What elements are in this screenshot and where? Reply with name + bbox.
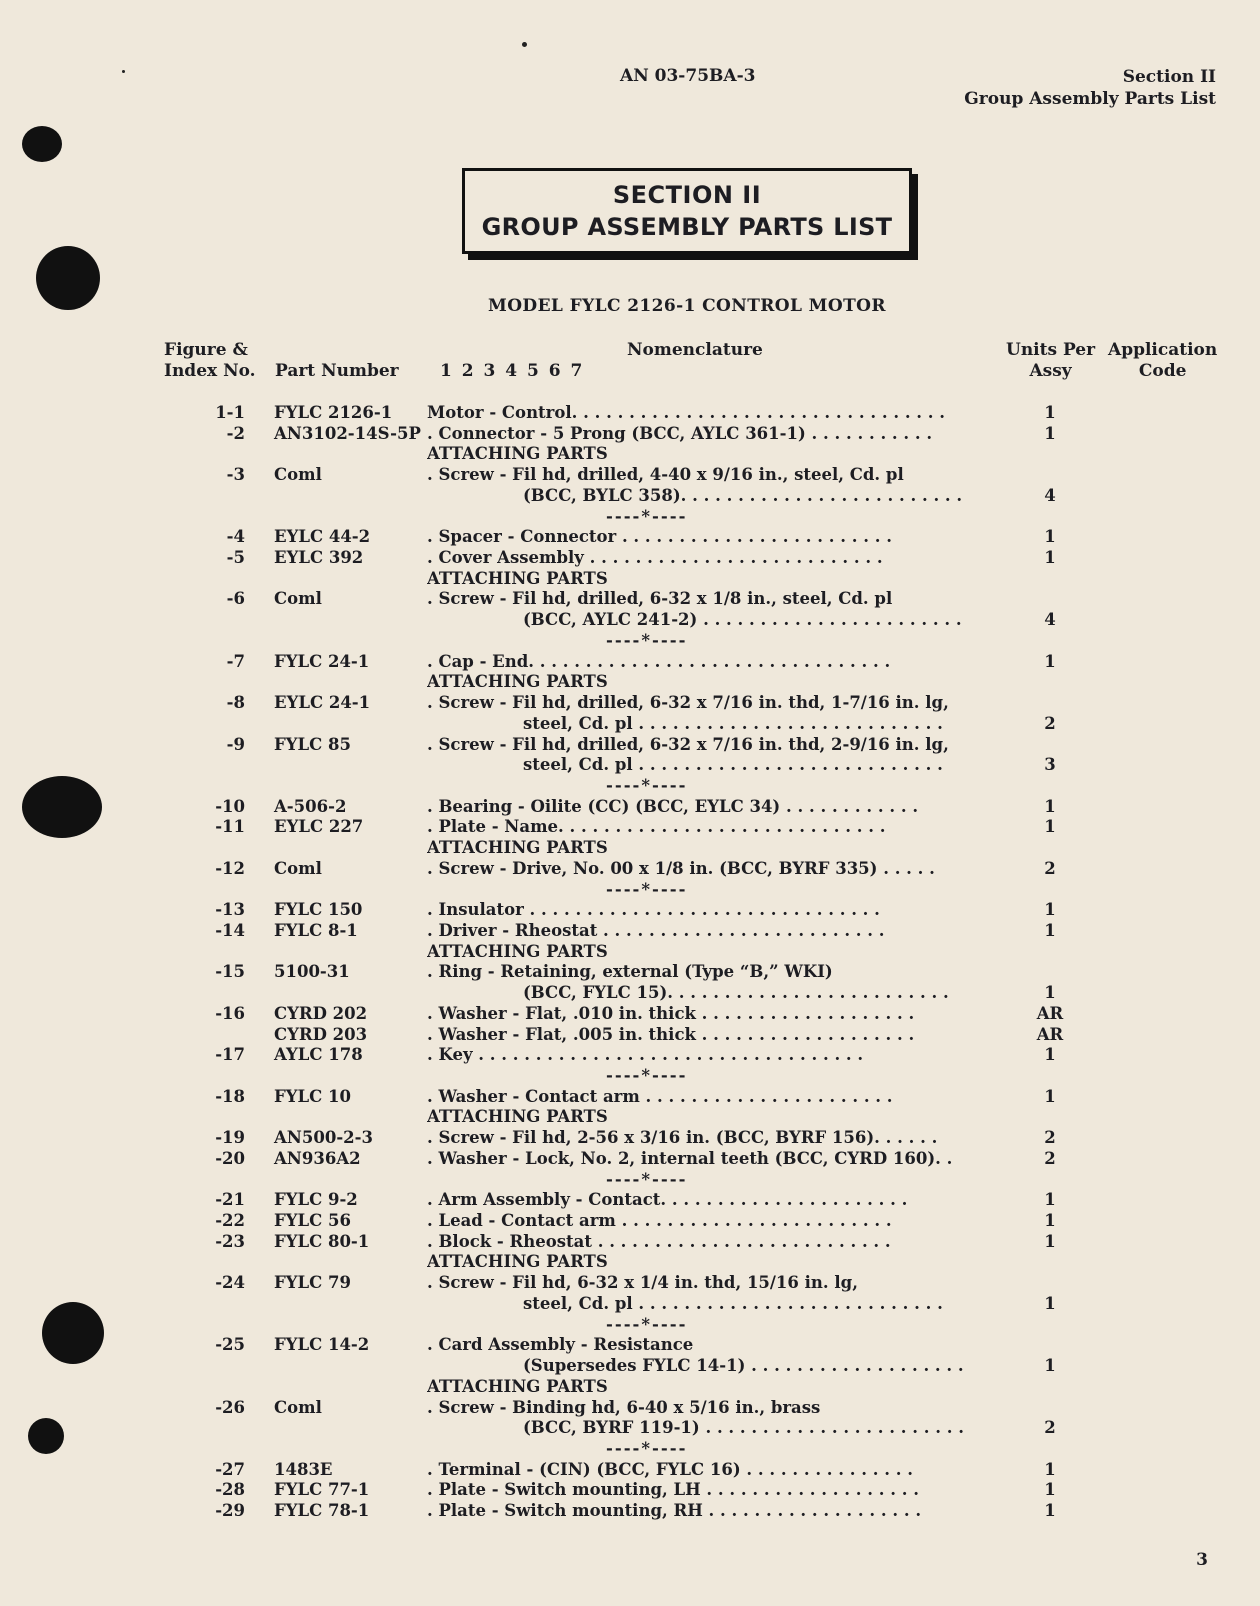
table-row <box>0 465 1260 486</box>
figure-index-cell: -9 <box>226 734 245 754</box>
section-header <box>964 66 1216 110</box>
nomenclature-cell: . Screw - Fil hd, drilled, 4-40 x 9/16 in., steel, Cd. pl <box>427 465 904 485</box>
table-row-continuation <box>0 610 1260 631</box>
part-number-cell: FYLC 24-1 <box>274 651 370 671</box>
table-row <box>0 1273 1260 1294</box>
table-row <box>0 962 1260 983</box>
separator-mark: ----*---- <box>606 1066 688 1085</box>
nomenclature-continuation-cell: (BCC, FYLC 15). . . . . . . . . . . . . . . . . . . . . . . . . <box>523 983 949 1003</box>
units-per-assy-cell: AR <box>1036 1003 1064 1023</box>
figure-index-cell: -17 <box>215 1045 245 1065</box>
units-per-assy-cell: 1 <box>1044 1211 1056 1231</box>
separator-mark: ----*---- <box>606 1169 688 1189</box>
nomenclature-cell: . Ring - Retaining, external (Type “B,” WKI) <box>427 962 833 982</box>
units-per-assy-cell: 1 <box>1044 651 1056 671</box>
model-title: MODEL FYLC 2126-1 CONTROL MOTOR <box>488 296 886 316</box>
units-per-assy-cell: 1 <box>1044 1501 1056 1521</box>
binder-hole <box>36 246 100 310</box>
part-number-cell: EYLC 24-1 <box>274 693 371 713</box>
table-row <box>0 589 1260 610</box>
part-number-cell: CYRD 203 <box>274 1024 368 1044</box>
nomenclature-cell: . Lead - Contact arm . . . . . . . . . . . . . . . . . . . . . . . . <box>427 1211 892 1231</box>
column-header-part-number: Part Number <box>275 361 399 381</box>
nomenclature-continuation-cell: (Supersedes FYLC 14-1) . . . . . . . . . . . . . . . . . . . <box>523 1356 964 1376</box>
figure-index-cell: -19 <box>215 1128 245 1148</box>
nomenclature-cell: . Screw - Binding hd, 6-40 x 5/16 in., brass <box>427 1397 821 1417</box>
figure-index-cell: -21 <box>215 1190 245 1210</box>
table-row <box>0 735 1260 756</box>
units-per-assy-cell: 1 <box>1044 1086 1056 1106</box>
figure-index-cell: -2 <box>226 423 245 443</box>
nomenclature-cell: . Terminal - (CIN) (BCC, FYLC 16) . . . . . . . . . . . . . . . <box>427 1459 913 1479</box>
nomenclature-cell: . Bearing - Oilite (CC) (BCC, EYLC 34) . . . . . . . . . . . . <box>427 796 919 816</box>
part-number-cell: 5100-31 <box>274 962 350 982</box>
attaching-parts-label: ATTACHING PARTS <box>427 672 608 692</box>
separator-mark: ----*---- <box>606 1438 688 1458</box>
part-number-cell: FYLC 10 <box>274 1086 351 1106</box>
units-per-assy-cell: 2 <box>1044 1128 1056 1148</box>
part-number-cell: FYLC 14-2 <box>274 1335 370 1355</box>
table-row <box>0 1045 1260 1066</box>
attaching-parts-end-separator <box>0 1315 1260 1336</box>
part-number-cell: FYLC 9-2 <box>274 1190 358 1210</box>
nomenclature-continuation-cell: (BCC, BYLC 358). . . . . . . . . . . . . . . . . . . . . . . . . <box>523 485 963 505</box>
table-row <box>0 403 1260 424</box>
attaching-parts-heading <box>0 942 1260 963</box>
part-number-cell: Coml <box>274 589 322 609</box>
parts-list <box>0 403 1260 1522</box>
figure-index-cell: -6 <box>226 589 245 609</box>
table-row <box>0 1190 1260 1211</box>
nomenclature-cell: . Screw - Fil hd, drilled, 6-32 x 7/16 in. thd, 1-7/16 in. lg, <box>427 693 949 713</box>
table-row <box>0 527 1260 548</box>
figure-index-cell: -24 <box>215 1273 245 1293</box>
table-row <box>0 817 1260 838</box>
table-row <box>0 1335 1260 1356</box>
table-row <box>0 900 1260 921</box>
attaching-parts-label: ATTACHING PARTS <box>427 568 608 588</box>
units-per-assy-cell: 1 <box>1044 1190 1056 1210</box>
attaching-parts-end-separator <box>0 507 1260 528</box>
figure-index-cell: -27 <box>215 1459 245 1479</box>
table-row-continuation <box>0 1356 1260 1377</box>
nomenclature-cell: . Washer - Lock, No. 2, internal teeth (BCC, CYRD 160). . <box>427 1148 953 1168</box>
table-row <box>0 1501 1260 1522</box>
units-per-assy-cell: 1 <box>1044 1480 1056 1500</box>
part-number-cell: AN936A2 <box>274 1148 361 1168</box>
table-row <box>0 859 1260 880</box>
figure-index-cell: -14 <box>215 920 245 940</box>
figure-index-cell: -16 <box>215 1003 245 1023</box>
section-title: Group Assembly Parts List <box>964 89 1216 109</box>
attaching-parts-end-separator <box>0 880 1260 901</box>
table-row-continuation <box>0 486 1260 507</box>
nomenclature-cell: . Spacer - Connector . . . . . . . . . . . . . . . . . . . . . . . . <box>427 527 892 547</box>
units-per-assy-cell: 2 <box>1044 1148 1056 1168</box>
figure-index-cell: -18 <box>215 1086 245 1106</box>
part-number-cell: AYLC 178 <box>274 1045 363 1065</box>
figure-index-cell: -15 <box>215 962 245 982</box>
nomenclature-cell: Motor - Control. . . . . . . . . . . . . . . . . . . . . . . . . . . . . . . . . <box>427 403 946 422</box>
table-row-continuation <box>0 714 1260 735</box>
part-number-cell: CYRD 202 <box>274 1003 368 1023</box>
table-row <box>0 921 1260 942</box>
nomenclature-cell: . Screw - Fil hd, drilled, 6-32 x 1/8 in., steel, Cd. pl <box>427 589 893 609</box>
figure-index-cell: -25 <box>215 1335 245 1355</box>
separator-mark: ----*---- <box>606 775 688 795</box>
table-row <box>0 1128 1260 1149</box>
units-per-assy-cell: 1 <box>1044 900 1056 920</box>
attaching-parts-heading <box>0 1377 1260 1398</box>
column-header-units-per-assy: Units Per Assy <box>1006 340 1096 381</box>
part-number-cell: Coml <box>274 1397 322 1417</box>
nomenclature-cell: . Screw - Fil hd, 6-32 x 1/4 in. thd, 15/16 in. lg, <box>427 1273 858 1293</box>
part-number-cell: FYLC 150 <box>274 900 363 920</box>
nomenclature-cell: . Connector - 5 Prong (BCC, AYLC 361-1) . . . . . . . . . . . <box>427 423 933 443</box>
nomenclature-continuation-cell: steel, Cd. pl . . . . . . . . . . . . . . . . . . . . . . . . . . . <box>523 713 943 733</box>
nomenclature-cell: . Arm Assembly - Contact. . . . . . . . . . . . . . . . . . . . . . <box>427 1190 908 1210</box>
section-box-line2: GROUP ASSEMBLY PARTS LIST <box>481 213 893 241</box>
figure-index-cell: -28 <box>215 1480 245 1500</box>
attaching-parts-heading <box>0 1252 1260 1273</box>
units-per-assy-cell: 1 <box>1044 403 1056 422</box>
table-row <box>0 548 1260 569</box>
page-speck <box>522 42 527 47</box>
attaching-parts-end-separator <box>0 1066 1260 1087</box>
figure-index-cell: -7 <box>226 651 245 671</box>
figure-index-cell: 1-1 <box>215 403 245 422</box>
table-row <box>0 1211 1260 1232</box>
attaching-parts-label: ATTACHING PARTS <box>427 838 608 858</box>
section-title-box <box>462 168 912 254</box>
table-row <box>0 652 1260 673</box>
part-number-cell: AN500-2-3 <box>274 1128 373 1148</box>
part-number-cell: Coml <box>274 465 322 485</box>
part-number-cell: EYLC 227 <box>274 817 364 837</box>
units-per-assy-cell: 2 <box>1044 858 1056 878</box>
part-number-cell: FYLC 8-1 <box>274 920 358 940</box>
nomenclature-cell: . Plate - Name. . . . . . . . . . . . . . . . . . . . . . . . . . . . . <box>427 817 886 837</box>
table-row <box>0 1398 1260 1419</box>
attaching-parts-heading <box>0 569 1260 590</box>
part-number-cell: AN3102-14S-5P <box>274 423 421 443</box>
attaching-parts-heading <box>0 672 1260 693</box>
part-number-cell: Coml <box>274 858 322 878</box>
units-per-assy-cell: AR <box>1036 1024 1064 1044</box>
binder-hole <box>22 126 62 162</box>
figure-index-cell: -12 <box>215 858 245 878</box>
table-row-continuation <box>0 983 1260 1004</box>
attaching-parts-end-separator <box>0 1439 1260 1460</box>
part-number-cell: FYLC 2126-1 <box>274 403 393 422</box>
nomenclature-cell: . Cap - End. . . . . . . . . . . . . . . . . . . . . . . . . . . . . . . . <box>427 651 891 671</box>
nomenclature-continuation-cell: steel, Cd. pl . . . . . . . . . . . . . . . . . . . . . . . . . . . <box>523 755 943 775</box>
nomenclature-cell: . Block - Rheostat . . . . . . . . . . . . . . . . . . . . . . . . . . <box>427 1231 891 1251</box>
part-number-cell: A-506-2 <box>274 796 347 816</box>
table-row <box>0 1004 1260 1025</box>
nomenclature-cell: . Screw - Fil hd, 2-56 x 3/16 in. (BCC, BYRF 156). . . . . . <box>427 1128 938 1148</box>
units-per-assy-cell: 2 <box>1044 713 1056 733</box>
nomenclature-cell: . Washer - Flat, .010 in. thick . . . . . . . . . . . . . . . . . . . <box>427 1003 915 1023</box>
table-row <box>0 424 1260 445</box>
attaching-parts-label: ATTACHING PARTS <box>427 1107 608 1127</box>
figure-index-cell: -22 <box>215 1211 245 1231</box>
table-row-continuation <box>0 755 1260 776</box>
section-box-line1: SECTION II <box>612 181 762 209</box>
nomenclature-cell: . Driver - Rheostat . . . . . . . . . . . . . . . . . . . . . . . . . <box>427 920 885 940</box>
nomenclature-cell: . Plate - Switch mounting, RH . . . . . . . . . . . . . . . . . . . <box>427 1501 922 1521</box>
attaching-parts-heading <box>0 838 1260 859</box>
figure-index-cell: -4 <box>226 527 245 547</box>
units-per-assy-cell: 1 <box>1044 1293 1056 1313</box>
units-per-assy-cell: 1 <box>1044 548 1056 568</box>
attaching-parts-label: ATTACHING PARTS <box>427 444 608 464</box>
figure-index-cell: -3 <box>226 465 245 485</box>
attaching-parts-label: ATTACHING PARTS <box>427 1252 608 1272</box>
units-per-assy-cell: 1 <box>1044 527 1056 547</box>
separator-mark: ----*---- <box>606 1314 688 1334</box>
column-header-figure-index: Figure & Index No. <box>164 340 256 381</box>
part-number-cell: EYLC 392 <box>274 548 364 568</box>
units-per-assy-cell: 1 <box>1044 423 1056 443</box>
table-row <box>0 1025 1260 1046</box>
column-header-application-code: Application Code <box>1108 340 1218 381</box>
nomenclature-cell: . Cover Assembly . . . . . . . . . . . . . . . . . . . . . . . . . . <box>427 548 883 568</box>
nomenclature-cell: . Screw - Fil hd, drilled, 6-32 x 7/16 in. thd, 2-9/16 in. lg, <box>427 734 949 754</box>
nomenclature-cell: . Key . . . . . . . . . . . . . . . . . . . . . . . . . . . . . . . . . . <box>427 1045 864 1065</box>
table-row <box>0 1460 1260 1481</box>
attaching-parts-heading <box>0 444 1260 465</box>
nomenclature-cell: . Card Assembly - Resistance <box>427 1335 694 1355</box>
table-row <box>0 797 1260 818</box>
table-row <box>0 1087 1260 1108</box>
document-number: AN 03-75BA-3 <box>620 66 756 86</box>
part-number-cell: FYLC 79 <box>274 1273 351 1293</box>
table-row-continuation <box>0 1294 1260 1315</box>
page-speck <box>122 70 125 73</box>
figure-index-cell: -8 <box>226 693 245 713</box>
table-row <box>0 1480 1260 1501</box>
separator-mark: ----*---- <box>606 630 688 650</box>
attaching-parts-end-separator <box>0 1170 1260 1191</box>
table-row <box>0 693 1260 714</box>
units-per-assy-cell: 1 <box>1044 983 1056 1003</box>
attaching-parts-label: ATTACHING PARTS <box>427 1376 608 1396</box>
figure-index-cell: -29 <box>215 1501 245 1521</box>
units-per-assy-cell: 1 <box>1044 1231 1056 1251</box>
units-per-assy-cell: 1 <box>1044 1356 1056 1376</box>
attaching-parts-label: ATTACHING PARTS <box>427 941 608 961</box>
units-per-assy-cell: 1 <box>1044 920 1056 940</box>
attaching-parts-end-separator <box>0 776 1260 797</box>
figure-index-cell: -5 <box>226 548 245 568</box>
figure-index-cell: -23 <box>215 1231 245 1251</box>
separator-mark: ----*---- <box>606 879 688 899</box>
column-header-indent-levels: 1 2 3 4 5 6 7 <box>440 361 583 381</box>
part-number-cell: FYLC 80-1 <box>274 1231 370 1251</box>
units-per-assy-cell: 1 <box>1044 1045 1056 1065</box>
units-per-assy-cell: 4 <box>1044 610 1056 630</box>
nomenclature-continuation-cell: (BCC, AYLC 241-2) . . . . . . . . . . . . . . . . . . . . . . . <box>523 610 962 630</box>
units-per-assy-cell: 1 <box>1044 1459 1056 1479</box>
table-row <box>0 1149 1260 1170</box>
part-number-cell: EYLC 44-2 <box>274 527 371 547</box>
figure-index-cell: -20 <box>215 1148 245 1168</box>
part-number-cell: FYLC 85 <box>274 734 351 754</box>
part-number-cell: FYLC 77-1 <box>274 1480 370 1500</box>
units-per-assy-cell: 1 <box>1044 817 1056 837</box>
part-number-cell: 1483E <box>274 1459 333 1479</box>
part-number-cell: FYLC 56 <box>274 1211 351 1231</box>
nomenclature-cell: . Plate - Switch mounting, LH . . . . . . . . . . . . . . . . . . . <box>427 1480 919 1500</box>
nomenclature-continuation-cell: steel, Cd. pl . . . . . . . . . . . . . . . . . . . . . . . . . . . <box>523 1293 943 1313</box>
part-number-cell: FYLC 78-1 <box>274 1501 370 1521</box>
table-row-continuation <box>0 1418 1260 1439</box>
figure-index-cell: -13 <box>215 900 245 920</box>
figure-index-cell: -11 <box>215 817 245 837</box>
nomenclature-cell: . Insulator . . . . . . . . . . . . . . . . . . . . . . . . . . . . . . . <box>427 900 880 920</box>
attaching-parts-end-separator <box>0 631 1260 652</box>
separator-mark: ----*---- <box>606 506 688 526</box>
nomenclature-continuation-cell: (BCC, BYRF 119-1) . . . . . . . . . . . . . . . . . . . . . . . <box>523 1418 964 1438</box>
figure-index-cell: -10 <box>215 796 245 816</box>
attaching-parts-heading <box>0 1107 1260 1128</box>
nomenclature-cell: . Washer - Contact arm . . . . . . . . . . . . . . . . . . . . . . <box>427 1086 893 1106</box>
section-label: Section II <box>1122 67 1216 87</box>
nomenclature-cell: . Screw - Drive, No. 00 x 1/8 in. (BCC, BYRF 335) . . . . . <box>427 858 935 878</box>
units-per-assy-cell: 4 <box>1044 485 1056 505</box>
nomenclature-cell: . Washer - Flat, .005 in. thick . . . . . . . . . . . . . . . . . . . <box>427 1024 915 1044</box>
units-per-assy-cell: 1 <box>1044 796 1056 816</box>
figure-index-cell: -26 <box>215 1397 245 1417</box>
column-header-nomenclature: Nomenclature <box>627 340 763 360</box>
units-per-assy-cell: 3 <box>1044 755 1056 775</box>
page-number: 3 <box>1196 1550 1208 1570</box>
units-per-assy-cell: 2 <box>1044 1418 1056 1438</box>
table-row <box>0 1232 1260 1253</box>
